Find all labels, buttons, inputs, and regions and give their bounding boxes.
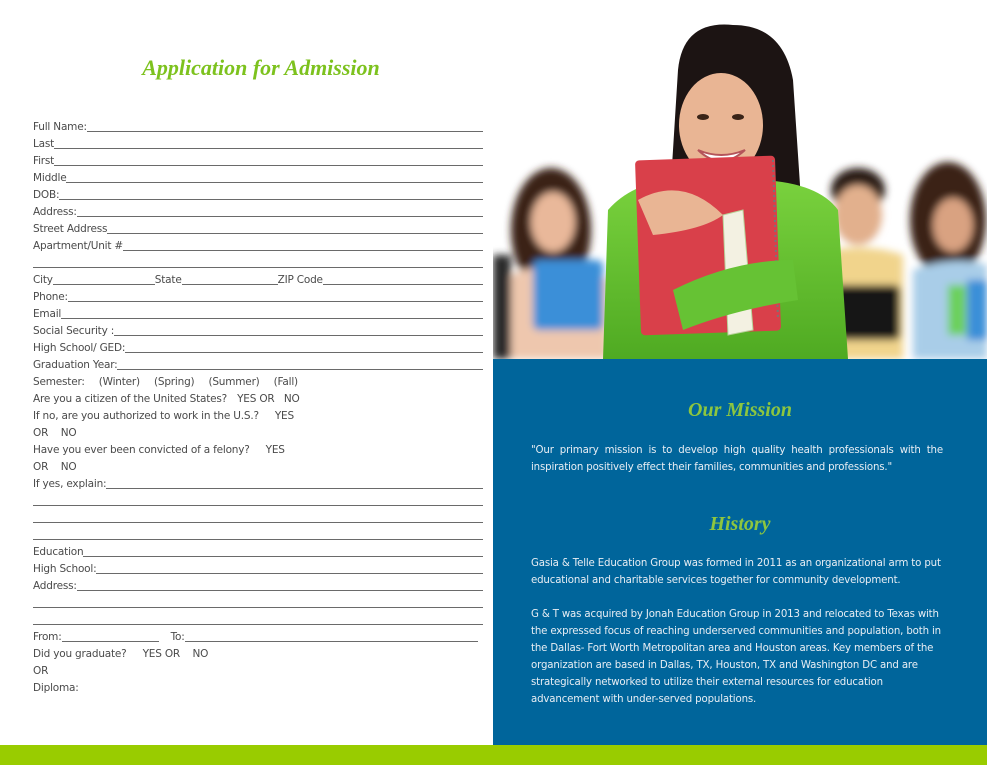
blank-line-row	[33, 253, 483, 270]
diploma-row	[33, 678, 483, 695]
street-address-field[interactable]	[107, 233, 483, 234]
phone-label: Phone:	[33, 291, 68, 303]
dob-field[interactable]	[59, 199, 483, 200]
explain-label: If yes, explain:	[33, 478, 107, 490]
citizen-answer-options[interactable]: YES OR NO	[237, 393, 300, 405]
zip-field[interactable]	[323, 284, 483, 285]
history-heading: History	[709, 513, 771, 535]
authorized-row	[33, 406, 483, 423]
explain-blank-row	[33, 491, 483, 508]
middle-name-label: Middle	[33, 172, 67, 184]
middle-name-row	[33, 168, 483, 185]
email-field[interactable]	[61, 318, 483, 319]
authorized-or-no-row	[33, 423, 483, 440]
explain-continuation-field[interactable]	[33, 522, 483, 523]
edu-address-label: Address:	[33, 580, 77, 592]
application-form	[33, 117, 483, 695]
state-field[interactable]	[182, 284, 278, 285]
education-field[interactable]	[83, 556, 483, 557]
edu-address-blank-row	[33, 610, 483, 627]
to-field[interactable]	[185, 641, 478, 642]
email-row	[33, 304, 483, 321]
citizen-row	[33, 389, 483, 406]
explain-continuation-field[interactable]	[33, 505, 483, 506]
mission-text: "Our primary mission is to develop high quality health professionals with the inspiration positively effect their families, communities and professions."	[531, 445, 943, 473]
edu-address-continuation-field[interactable]	[33, 607, 483, 608]
from-label: From:	[33, 631, 62, 643]
street-address-row	[33, 219, 483, 236]
explain-field[interactable]	[106, 488, 483, 489]
last-name-field[interactable]	[54, 148, 483, 149]
felony-yes-option[interactable]: YES	[265, 444, 285, 456]
students-photo	[493, 0, 987, 359]
edu-address-blank-row	[33, 593, 483, 610]
explain-blank-row	[33, 525, 483, 542]
graduation-year-label: Graduation Year:	[33, 359, 118, 371]
graduate-answer-options[interactable]: YES OR NO	[142, 648, 209, 660]
address-label: Address:	[33, 206, 77, 218]
semester-option-spring[interactable]: (Spring)	[153, 376, 195, 388]
high-school-label: High School:	[33, 563, 97, 575]
semester-option-fall[interactable]: (Fall)	[273, 376, 298, 388]
or-label: OR	[33, 665, 49, 677]
city-field[interactable]	[53, 284, 155, 285]
citizen-question: Are you a citizen of the United States?	[33, 393, 228, 405]
explain-blank-row	[33, 508, 483, 525]
address-field[interactable]	[77, 216, 483, 217]
footer-accent-bar	[0, 745, 987, 765]
graduation-year-row	[33, 355, 483, 372]
explain-continuation-field[interactable]	[33, 539, 483, 540]
mission-heading: Our Mission	[688, 399, 792, 421]
student-holding-books-image	[493, 0, 987, 359]
from-to-row	[33, 627, 483, 644]
phone-row	[33, 287, 483, 304]
high-school-ged-row	[33, 338, 483, 355]
graduate-row	[33, 644, 483, 661]
to-label: To:	[170, 631, 185, 643]
application-form-page	[0, 0, 493, 745]
edu-address-field[interactable]	[77, 590, 483, 591]
apartment-field[interactable]	[123, 250, 483, 251]
authorized-yes-option[interactable]: YES	[274, 410, 294, 422]
felony-or-no-row	[33, 457, 483, 474]
education-row	[33, 542, 483, 559]
full-name-label: Full Name:	[33, 121, 87, 133]
form-title: Application for Admission	[142, 55, 380, 80]
graduation-year-field[interactable]	[117, 369, 483, 370]
apartment-label: Apartment/Unit #	[33, 240, 124, 252]
dob-row	[33, 185, 483, 202]
phone-field[interactable]	[68, 301, 483, 302]
address-row	[33, 202, 483, 219]
middle-name-field[interactable]	[66, 182, 483, 183]
social-security-field[interactable]	[114, 335, 483, 336]
felony-row	[33, 440, 483, 457]
last-name-label: Last	[33, 138, 55, 150]
authorized-question: If no, are you authorized to work in the U.S.?	[33, 410, 259, 422]
social-security-label: Social Security :	[33, 325, 115, 337]
zip-label: ZIP Code	[277, 274, 323, 286]
city-label: City	[33, 274, 53, 286]
first-name-label: First	[33, 155, 55, 167]
felony-question: Have you ever been convicted of a felony?	[33, 444, 250, 456]
high-school-row	[33, 559, 483, 576]
or-row	[33, 661, 483, 678]
semester-option-summer[interactable]: (Summer)	[208, 376, 260, 388]
semester-label: Semester:	[33, 376, 85, 388]
explain-row	[33, 474, 483, 491]
semester-option-winter[interactable]: (Winter)	[98, 376, 140, 388]
city-state-zip-row	[33, 270, 483, 287]
state-label: State	[154, 274, 182, 286]
graduate-question: Did you graduate?	[33, 648, 127, 660]
email-label: Email	[33, 308, 62, 320]
diploma-label: Diploma:	[33, 682, 79, 694]
full-name-row	[33, 117, 483, 134]
dob-label: DOB:	[33, 189, 60, 201]
edu-address-row	[33, 576, 483, 593]
social-security-row	[33, 321, 483, 338]
high-school-ged-field[interactable]	[125, 352, 483, 353]
address-continuation-field[interactable]	[33, 267, 483, 268]
first-name-field[interactable]	[54, 165, 483, 166]
semester-row	[33, 372, 483, 389]
education-label: Education	[33, 546, 84, 558]
full-name-field[interactable]	[87, 131, 483, 132]
first-name-row	[33, 151, 483, 168]
info-panel	[493, 359, 987, 745]
high-school-field[interactable]	[96, 573, 483, 574]
history-paragraph-2: G & T was acquired by Jonah Education Group in 2013 and relocated to Texas with the expressed focus of reaching underserved communities and population, both in the Dallas- Fort Worth Metropolitan area and Houston areas. Key members of the organization are based in Dallas, TX, Houston, TX and Washington DC and are strategically networked to utilize their external resources for education advancement with under-served populations.	[531, 609, 941, 705]
edu-address-continuation-field[interactable]	[33, 624, 483, 625]
street-address-label: Street Address	[33, 223, 108, 235]
authorized-or-no-option[interactable]: OR NO	[33, 427, 77, 439]
high-school-ged-label: High School/ GED:	[33, 342, 126, 354]
history-paragraph-1: Gasia & Telle Education Group was formed in 2011 as an organizational arm to put educational and charitable services together for community development.	[531, 558, 941, 586]
apartment-row	[33, 236, 483, 253]
from-field[interactable]	[62, 641, 159, 642]
felony-or-no-option[interactable]: OR NO	[33, 461, 77, 473]
last-name-row	[33, 134, 483, 151]
